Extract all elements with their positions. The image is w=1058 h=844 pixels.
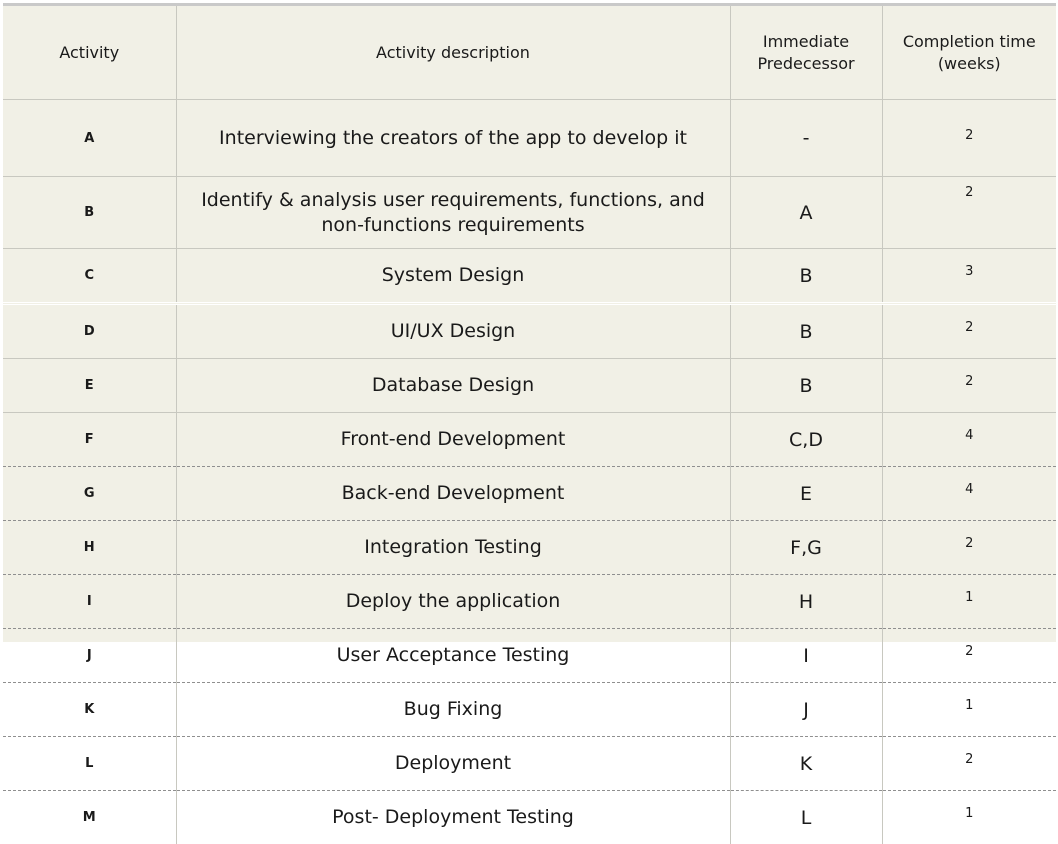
header-predecessor [730,6,882,100]
time-cell: 3 [882,249,1056,304]
table-row [3,413,1056,467]
table-row [3,521,1056,575]
table-row [3,683,1056,737]
time-cell: 2 [882,100,1056,177]
table-header-row [3,6,1056,100]
time-cell: 4 [882,413,1056,467]
time-cell: 4 [882,467,1056,521]
description-cell: Post- Deployment Testing [176,791,730,844]
predecessor-cell: F,G [730,521,882,575]
description-cell: Back-end Development [176,467,730,521]
activity-cell: B [3,177,176,249]
description-cell: Identify & analysis user requirements, functions, and non-functions requirements [176,177,730,249]
activity-cell: C [3,249,176,304]
time-cell: 2 [882,177,1056,249]
description-cell: Deploy the application [176,575,730,629]
table-row [3,304,1056,359]
header-time [882,6,1056,100]
description-cell: Interviewing the creators of the app to develop it [176,100,730,177]
activity-table-container [3,3,1056,642]
predecessor-cell: J [730,683,882,737]
activity-cell: K [3,683,176,737]
header-time-label: Completion time (weeks) [903,32,1036,73]
predecessor-cell: I [730,629,882,683]
table-row [3,575,1056,629]
description-cell: Database Design [176,359,730,413]
time-cell: 2 [882,521,1056,575]
predecessor-cell: H [730,575,882,629]
activity-cell: A [3,100,176,177]
activity-cell: L [3,737,176,791]
time-cell: 2 [882,304,1056,359]
description-cell: Deployment [176,737,730,791]
description-cell: Bug Fixing [176,683,730,737]
description-cell: Front-end Development [176,413,730,467]
activity-cell: J [3,629,176,683]
table-row [3,249,1056,304]
description-cell: Integration Testing [176,521,730,575]
time-cell: 1 [882,683,1056,737]
header-description: Activity description [176,6,730,100]
predecessor-cell: B [730,304,882,359]
predecessor-cell: B [730,249,882,304]
time-cell: 2 [882,359,1056,413]
predecessor-cell: B [730,359,882,413]
time-cell: 1 [882,791,1056,844]
predecessor-cell: E [730,467,882,521]
predecessor-cell: K [730,737,882,791]
predecessor-cell: - [730,100,882,177]
activity-cell: I [3,575,176,629]
table-row [3,359,1056,413]
table-row [3,100,1056,177]
table-row [3,177,1056,249]
activity-table [3,6,1056,844]
predecessor-cell: L [730,791,882,844]
table-row [3,737,1056,791]
activity-cell: M [3,791,176,844]
predecessor-cell: C,D [730,413,882,467]
activity-cell: E [3,359,176,413]
table-row [3,467,1056,521]
activity-cell: D [3,304,176,359]
time-cell: 1 [882,575,1056,629]
description-cell: System Design [176,249,730,304]
activity-cell: H [3,521,176,575]
activity-cell: G [3,467,176,521]
table-row [3,629,1056,683]
header-activity: Activity [3,6,176,100]
table-row [3,791,1056,844]
description-cell: UI/UX Design [176,304,730,359]
time-cell: 2 [882,737,1056,791]
activity-cell: F [3,413,176,467]
time-cell: 2 [882,629,1056,683]
predecessor-cell: A [730,177,882,249]
header-predecessor-label: Immediate Predecessor [757,32,854,73]
description-cell: User Acceptance Testing [176,629,730,683]
